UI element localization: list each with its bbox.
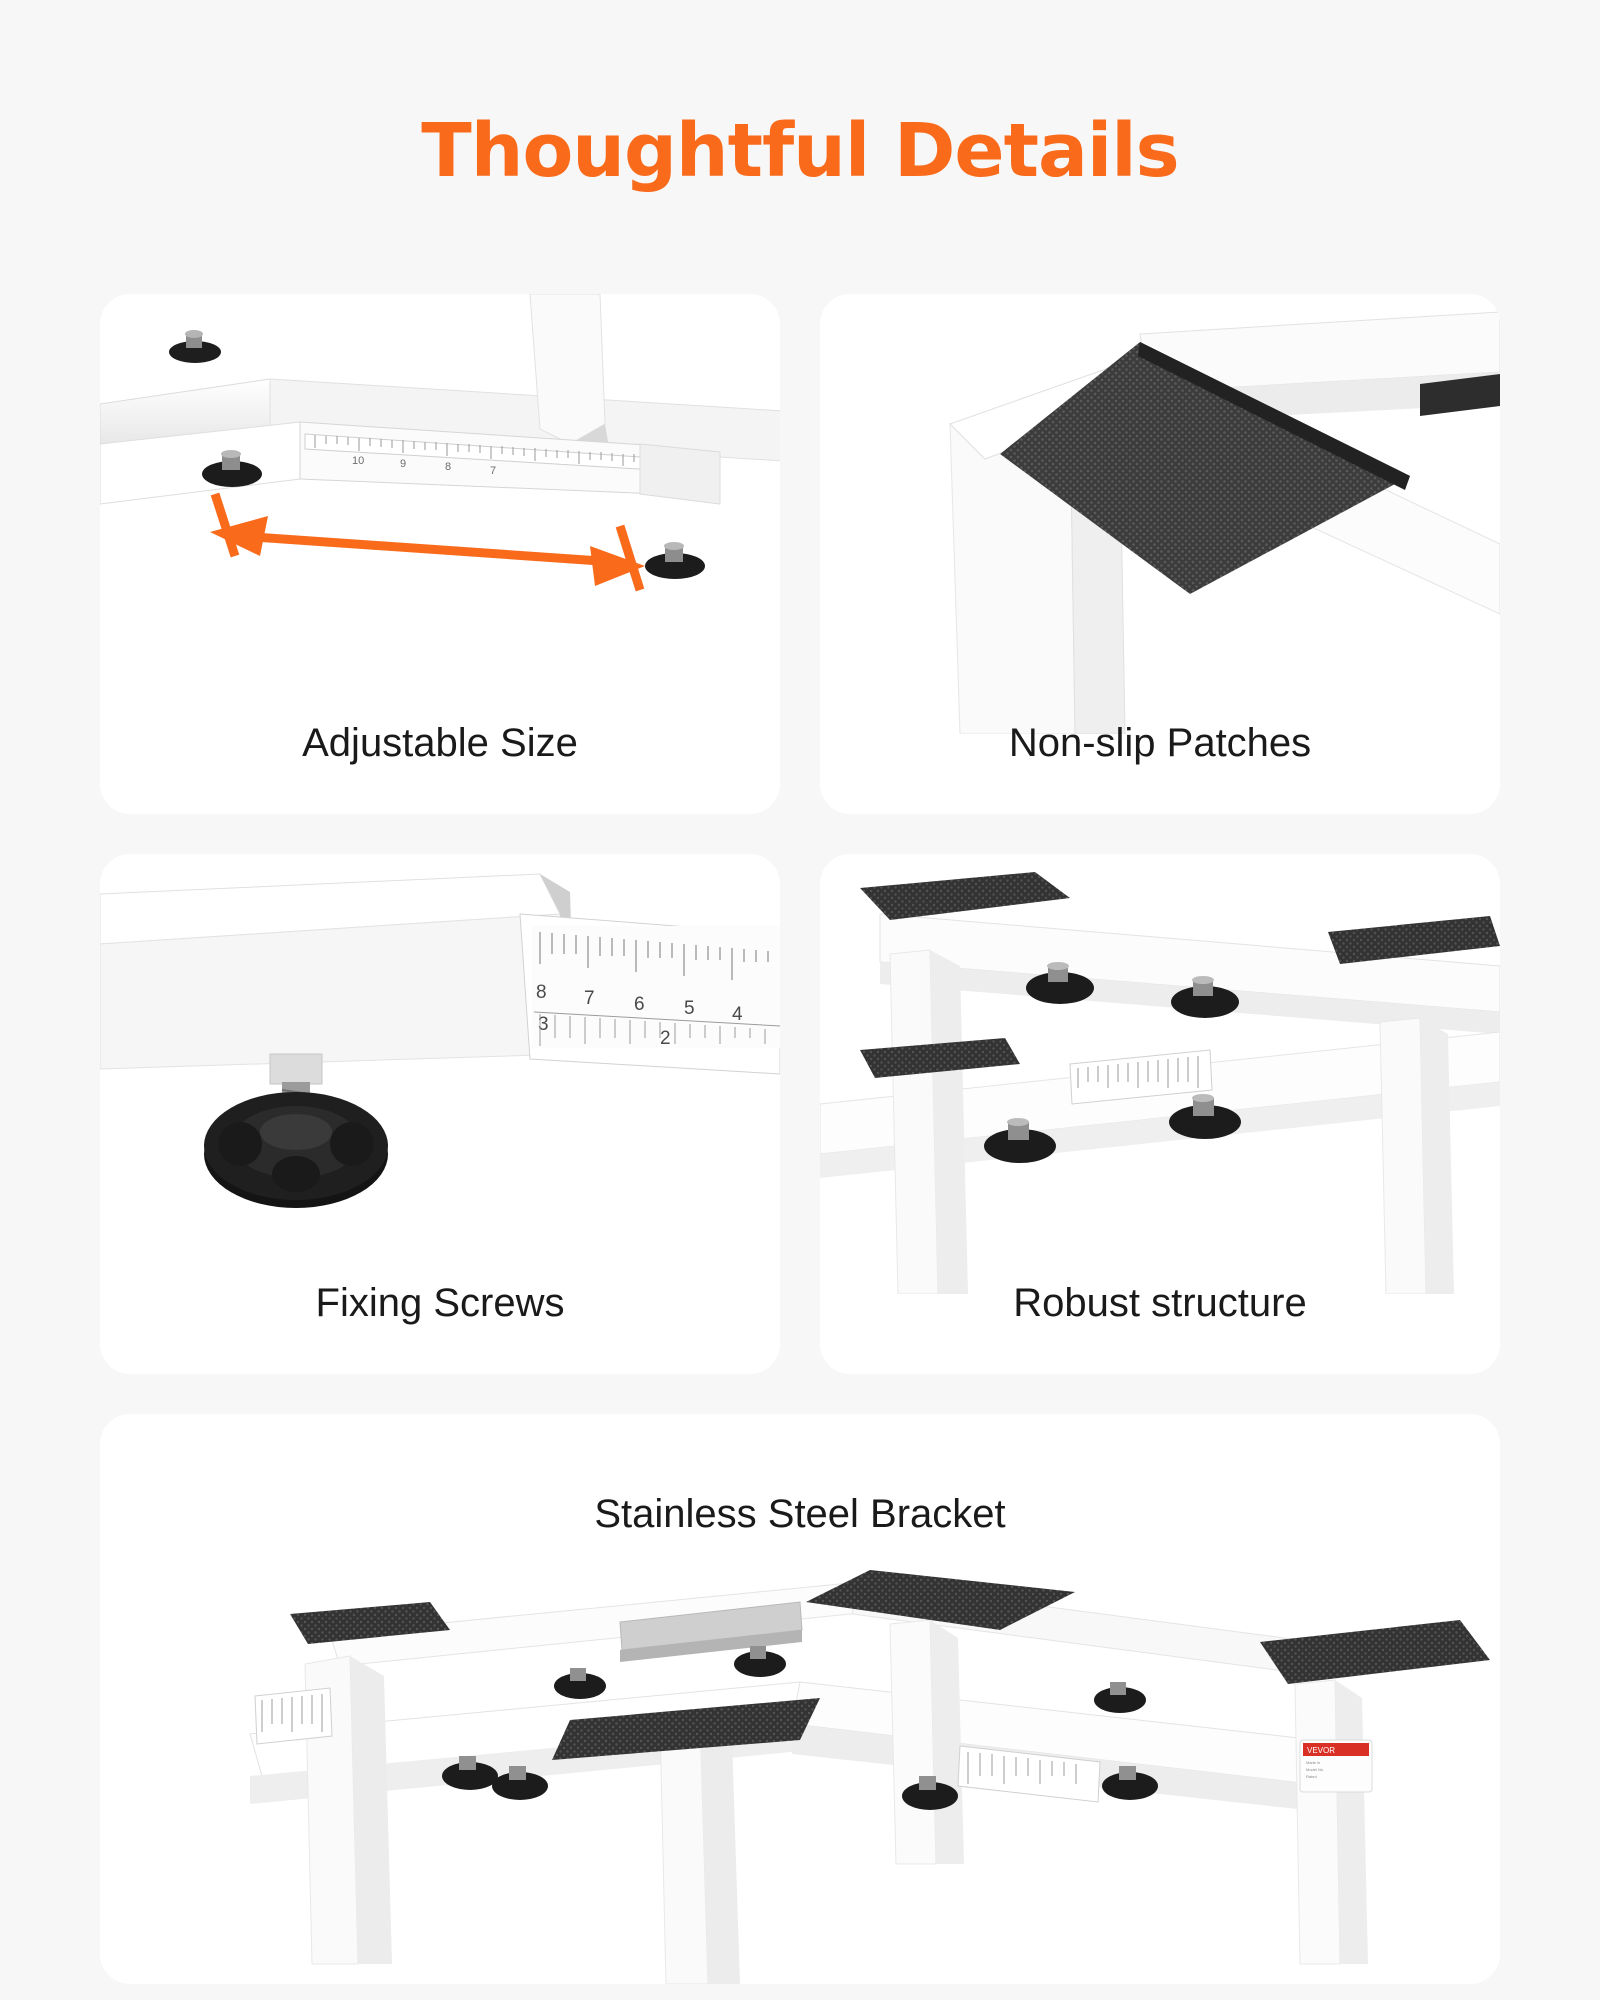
arrow-head-left [210, 516, 268, 556]
svg-text:10: 10 [352, 455, 365, 467]
page-title: Thoughtful Details [421, 108, 1179, 194]
svg-text:8: 8 [445, 461, 452, 473]
knob [1094, 1682, 1146, 1713]
card-caption: Stainless Steel Bracket [594, 1492, 1006, 1536]
svg-text:5: 5 [684, 998, 695, 1019]
knob [645, 542, 705, 579]
feature-card-non-slip-patches[interactable] [820, 294, 1500, 814]
non-slip-patch [860, 872, 1070, 920]
svg-text:Made in: Made in [1306, 1760, 1321, 1765]
svg-text:9: 9 [400, 458, 407, 470]
svg-text:Model No.: Model No. [1306, 1767, 1325, 1772]
card-caption: Non-slip Patches [1008, 721, 1312, 765]
svg-text:2: 2 [660, 1028, 671, 1049]
knob [734, 1646, 786, 1677]
non-slip-patch [1260, 1620, 1490, 1684]
svg-text:6: 6 [634, 994, 645, 1015]
svg-text:4: 4 [732, 1004, 743, 1025]
card-caption: Adjustable Size [302, 721, 578, 765]
svg-text:3: 3 [538, 1014, 549, 1035]
svg-text:8: 8 [536, 982, 547, 1003]
brand-label [1300, 1740, 1372, 1792]
feature-card-robust-structure[interactable] [820, 854, 1500, 1374]
svg-text:7: 7 [584, 988, 595, 1009]
feature-card-adjustable-size[interactable] [100, 294, 780, 814]
svg-text:VEVOR: VEVOR [1307, 1746, 1336, 1755]
feature-card-stainless-steel-bracket[interactable] [100, 1414, 1500, 1984]
non-slip-patch [1328, 916, 1500, 964]
card-caption: Robust structure [1013, 1281, 1307, 1325]
stainless-steel-bracket-illustration [100, 1564, 1500, 1984]
feature-card-grid [100, 294, 1500, 1374]
svg-text:7: 7 [490, 465, 497, 477]
arrow-double-headed-icon [215, 494, 640, 590]
fixing-screw-knob [204, 1092, 388, 1208]
card-caption: Fixing Screws [315, 1281, 565, 1325]
feature-card-fixing-screws[interactable] [100, 854, 780, 1374]
knob [554, 1668, 606, 1699]
svg-text:Rated: Rated [1306, 1774, 1317, 1779]
knob [169, 330, 221, 363]
